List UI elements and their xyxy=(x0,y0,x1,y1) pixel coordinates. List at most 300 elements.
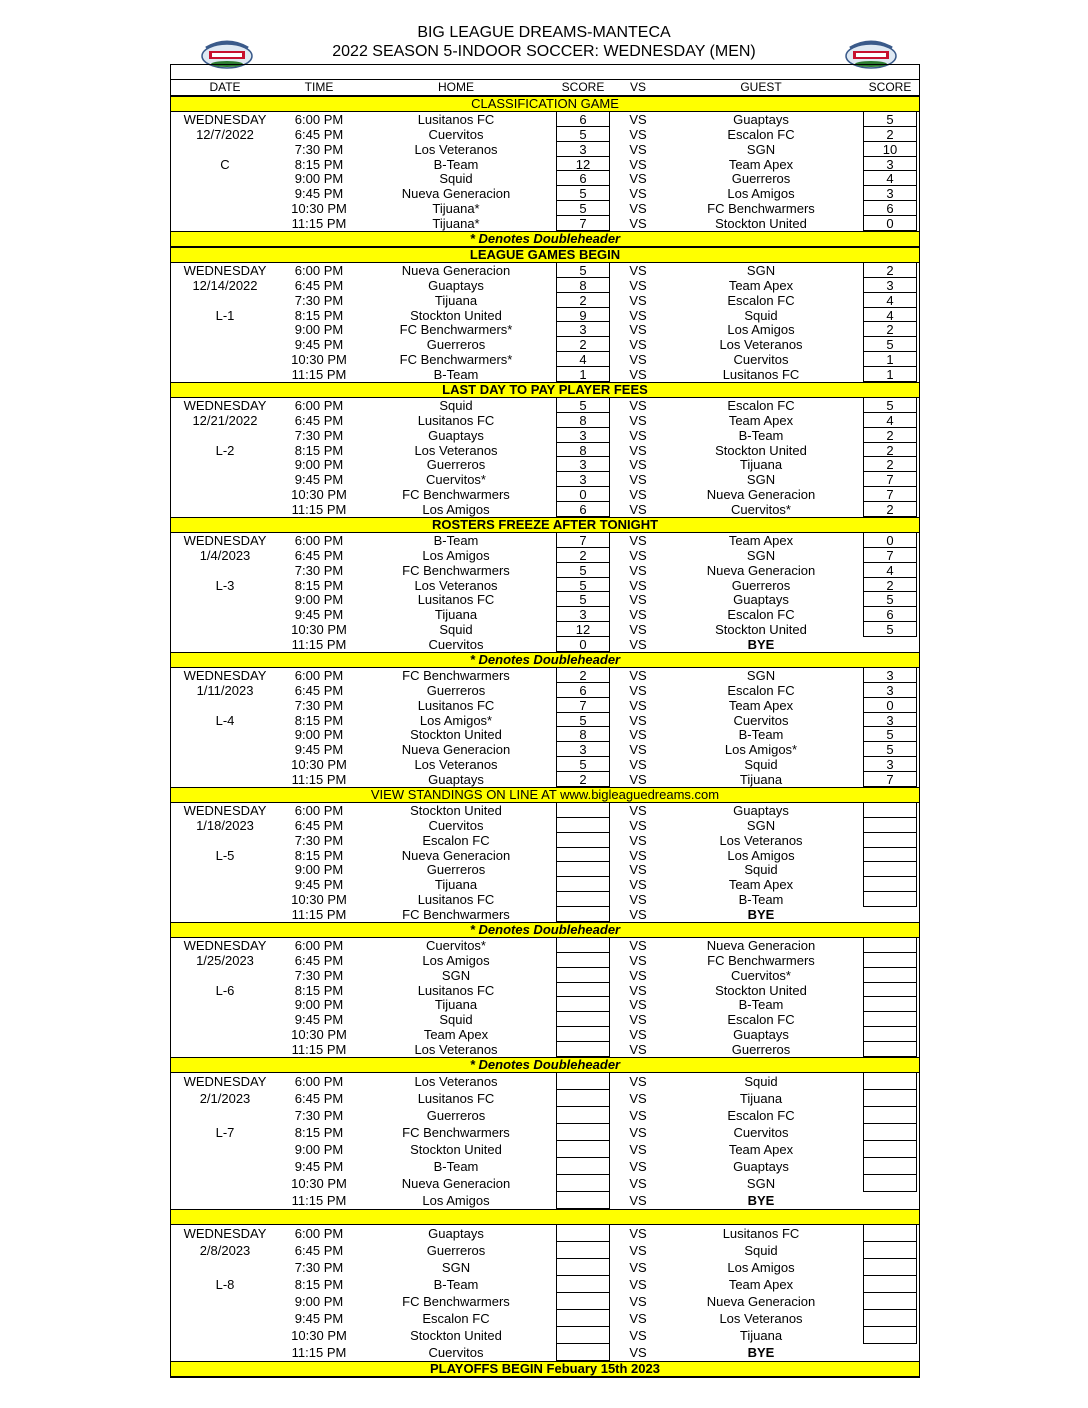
home-score xyxy=(556,953,610,968)
game-row xyxy=(171,833,919,848)
guest-score xyxy=(863,1225,917,1242)
guest-team: BYE xyxy=(747,907,775,922)
guest-score: 4 xyxy=(863,293,917,308)
weeks-container xyxy=(171,96,919,1361)
guest-score xyxy=(863,877,917,892)
vs-label: VS xyxy=(629,937,647,953)
week-label: L-3 xyxy=(215,577,235,593)
home-score: 5 xyxy=(556,713,610,728)
guest-score xyxy=(863,1012,917,1027)
home-score: 2 xyxy=(556,293,610,308)
vs-label: VS xyxy=(629,277,647,293)
game-time: 9:45 PM xyxy=(294,742,344,758)
guest-team: Squid xyxy=(744,1073,778,1089)
home-team: FC Benchwarmers* xyxy=(399,322,513,338)
guest-score xyxy=(863,1259,917,1276)
home-score: 5 xyxy=(556,563,610,578)
vs-label: VS xyxy=(629,427,647,443)
game-time: 10:30 PM xyxy=(291,757,347,773)
game-row xyxy=(171,668,919,683)
game-time: 10:30 PM xyxy=(291,487,347,503)
guest-team: Guerreros xyxy=(731,171,791,187)
home-team: Squid xyxy=(439,622,473,638)
week-label: L-7 xyxy=(215,1124,235,1140)
guest-team: B-Team xyxy=(738,892,784,908)
home-score: 1 xyxy=(556,367,610,382)
home-score: 6 xyxy=(556,171,610,186)
guest-score: 0 xyxy=(863,533,917,548)
vs-label: VS xyxy=(629,727,647,743)
week-banner: VIEW STANDINGS ON LINE AT www.bigleaguedreams.com xyxy=(171,787,919,803)
game-row xyxy=(171,818,919,833)
guest-score: 0 xyxy=(863,698,917,713)
home-team: FC Benchwarmers xyxy=(402,562,510,578)
guest-team: Squid xyxy=(744,862,778,878)
guest-team: Squid xyxy=(744,307,778,323)
home-team: Los Amigos xyxy=(422,952,490,968)
home-team: Cuervitos* xyxy=(426,937,486,953)
game-row xyxy=(171,983,919,998)
week-banner: * Denotes Doubleheader xyxy=(171,231,919,247)
game-row xyxy=(171,1276,919,1293)
game-row xyxy=(171,1259,919,1276)
guest-team: Guaptays xyxy=(733,111,789,127)
guest-team: Los Veteranos xyxy=(719,337,803,353)
home-team: SGN xyxy=(441,1259,471,1275)
game-date: 2/8/2023 xyxy=(199,1242,251,1258)
game-row xyxy=(171,1124,919,1141)
home-team: FC Benchwarmers xyxy=(402,667,510,683)
home-team: Lusitanos FC xyxy=(417,111,495,127)
guest-team: SGN xyxy=(746,472,776,488)
game-row xyxy=(171,157,919,172)
game-time: 9:00 PM xyxy=(294,727,344,743)
guest-team: Escalon FC xyxy=(727,682,795,698)
guest-score xyxy=(863,892,917,907)
home-score: 2 xyxy=(556,548,610,563)
guest-team: Escalon FC xyxy=(727,1012,795,1028)
game-row xyxy=(171,622,919,637)
week-label: L-1 xyxy=(215,307,235,323)
home-score: 3 xyxy=(556,742,610,757)
home-score xyxy=(556,983,610,998)
game-row xyxy=(171,308,919,323)
guest-team: BYE xyxy=(747,1344,775,1360)
guest-team: Nueva Generacion xyxy=(706,487,816,503)
vs-label: VS xyxy=(629,712,647,728)
home-score: 0 xyxy=(556,637,610,652)
guest-score: 2 xyxy=(863,443,917,458)
home-team: Guaptays xyxy=(428,277,484,293)
guest-score: 5 xyxy=(863,398,917,413)
home-score: 3 xyxy=(556,472,610,487)
guest-score xyxy=(863,953,917,968)
guest-team: Tijuana xyxy=(739,772,783,787)
column-header-row xyxy=(171,80,919,96)
game-date: 12/21/2022 xyxy=(192,412,258,428)
vs-label: VS xyxy=(629,1276,647,1292)
home-team: Cuervitos xyxy=(428,637,484,652)
home-score: 5 xyxy=(556,592,610,607)
home-score xyxy=(556,1344,610,1361)
home-score: 12 xyxy=(556,622,610,637)
game-row xyxy=(171,742,919,757)
guest-score xyxy=(863,862,917,877)
guest-score: 7 xyxy=(863,487,917,502)
home-team: Los Veteranos xyxy=(414,1073,498,1089)
vs-label: VS xyxy=(629,802,647,818)
game-row xyxy=(171,1090,919,1107)
game-time: 9:45 PM xyxy=(294,607,344,623)
guest-score xyxy=(863,1327,917,1344)
guest-score: 3 xyxy=(863,157,917,172)
guest-team: Guaptays xyxy=(733,592,789,608)
game-row xyxy=(171,322,919,337)
home-team: Guerreros xyxy=(426,337,486,353)
guest-score: 2 xyxy=(863,502,917,517)
game-time: 9:45 PM xyxy=(294,1158,344,1174)
game-row xyxy=(171,1225,919,1242)
column-header-guest: GUEST xyxy=(740,80,782,94)
guest-team: Los Amigos xyxy=(727,1259,795,1275)
home-team: Stockton United xyxy=(410,802,502,818)
game-row xyxy=(171,112,919,127)
home-team: Tijuana* xyxy=(432,201,480,217)
guest-team: SGN xyxy=(746,817,776,833)
vs-label: VS xyxy=(629,577,647,593)
game-time: 9:45 PM xyxy=(294,337,344,353)
vs-label: VS xyxy=(629,292,647,308)
home-score xyxy=(556,803,610,818)
game-row xyxy=(171,938,919,953)
guest-team: SGN xyxy=(746,667,776,683)
guest-score: 2 xyxy=(863,428,917,443)
game-row xyxy=(171,892,919,907)
vs-label: VS xyxy=(629,742,647,758)
column-header-vs: VS xyxy=(629,80,646,94)
guest-score xyxy=(863,1073,917,1090)
guest-team: Cuervitos* xyxy=(731,967,791,983)
game-row xyxy=(171,563,919,578)
guest-team: Stockton United xyxy=(715,442,807,458)
vs-label: VS xyxy=(629,322,647,338)
vs-label: VS xyxy=(629,1012,647,1028)
game-row xyxy=(171,1344,919,1361)
home-team: SGN xyxy=(441,967,471,983)
vs-label: VS xyxy=(629,442,647,458)
guest-score: 7 xyxy=(863,472,917,487)
vs-label: VS xyxy=(629,697,647,713)
week-label: L-5 xyxy=(215,847,235,863)
game-day: WEDNESDAY xyxy=(183,532,267,548)
vs-label: VS xyxy=(629,532,647,548)
game-time: 11:15 PM xyxy=(291,1192,347,1208)
game-time: 8:15 PM xyxy=(294,442,344,458)
game-time: 11:15 PM xyxy=(291,637,347,652)
guest-team: Cuervitos xyxy=(733,1124,789,1140)
game-time: 10:30 PM xyxy=(291,352,347,368)
home-team: Squid xyxy=(439,397,473,413)
home-score xyxy=(556,907,610,922)
game-time: 8:15 PM xyxy=(294,577,344,593)
game-time: 6:45 PM xyxy=(294,1242,344,1258)
home-score xyxy=(556,848,610,863)
game-row xyxy=(171,877,919,892)
home-team: Tijuana xyxy=(434,607,478,623)
game-time: 11:15 PM xyxy=(291,772,347,787)
game-time: 11:15 PM xyxy=(291,367,347,382)
guest-team: B-Team xyxy=(738,727,784,743)
vs-label: VS xyxy=(629,847,647,863)
game-time: 11:15 PM xyxy=(291,1344,347,1360)
game-row xyxy=(171,1141,919,1158)
game-time: 6:45 PM xyxy=(294,952,344,968)
column-header-home: HOME xyxy=(438,80,474,94)
home-score xyxy=(556,1310,610,1327)
home-score: 5 xyxy=(556,578,610,593)
vs-label: VS xyxy=(629,622,647,638)
game-row xyxy=(171,352,919,367)
game-row xyxy=(171,683,919,698)
guest-score xyxy=(863,938,917,953)
home-team: Cuervitos xyxy=(428,1344,484,1360)
game-row xyxy=(171,1192,919,1209)
home-team: FC Benchwarmers* xyxy=(399,352,513,368)
home-team: Los Amigos xyxy=(422,1192,490,1208)
game-date: 1/4/2023 xyxy=(199,547,251,563)
guest-score: 1 xyxy=(863,367,917,382)
vs-label: VS xyxy=(629,757,647,773)
home-team: Los Amigos xyxy=(422,547,490,563)
vs-label: VS xyxy=(629,1293,647,1309)
home-team: FC Benchwarmers xyxy=(402,907,510,922)
guest-score: 3 xyxy=(863,668,917,683)
game-time: 10:30 PM xyxy=(291,1175,347,1191)
guest-team: SGN xyxy=(746,547,776,563)
guest-team: Team Apex xyxy=(728,277,794,293)
game-time: 9:00 PM xyxy=(294,1293,344,1309)
home-score xyxy=(556,938,610,953)
game-row xyxy=(171,637,919,652)
guest-team: Lusitanos FC xyxy=(722,1225,800,1241)
vs-label: VS xyxy=(629,892,647,908)
vs-label: VS xyxy=(629,186,647,202)
week-banner: LAST DAY TO PAY PLAYER FEES xyxy=(171,382,919,398)
home-team: Guaptays xyxy=(428,427,484,443)
guest-team: Stockton United xyxy=(715,622,807,638)
game-row xyxy=(171,772,919,787)
guest-team: BYE xyxy=(747,637,775,652)
home-team: Guerreros xyxy=(426,862,486,878)
game-time: 6:45 PM xyxy=(294,682,344,698)
guest-score: 5 xyxy=(863,727,917,742)
vs-label: VS xyxy=(629,156,647,172)
game-row xyxy=(171,592,919,607)
game-row xyxy=(171,127,919,142)
home-team: Lusitanos FC xyxy=(417,592,495,608)
vs-label: VS xyxy=(629,126,647,142)
game-time: 10:30 PM xyxy=(291,1027,347,1043)
vs-label: VS xyxy=(629,502,647,517)
guest-score: 6 xyxy=(863,607,917,622)
game-time: 9:45 PM xyxy=(294,1310,344,1326)
column-header-guest-score: SCORE xyxy=(868,80,912,94)
guest-team: B-Team xyxy=(738,427,784,443)
guest-team: Nueva Generacion xyxy=(706,937,816,953)
game-day: WEDNESDAY xyxy=(183,1073,267,1089)
guest-team: Escalon FC xyxy=(727,126,795,142)
game-date: 2/1/2023 xyxy=(199,1090,251,1106)
guest-team: Los Veteranos xyxy=(719,832,803,848)
guest-team: Lusitanos FC xyxy=(722,367,800,382)
vs-label: VS xyxy=(629,832,647,848)
game-row xyxy=(171,997,919,1012)
game-row xyxy=(171,487,919,502)
game-row xyxy=(171,443,919,458)
game-time: 8:15 PM xyxy=(294,156,344,172)
guest-team: FC Benchwarmers xyxy=(707,201,815,217)
home-team: Nueva Generacion xyxy=(401,186,511,202)
guest-score xyxy=(863,1090,917,1107)
guest-score: 3 xyxy=(863,757,917,772)
guest-team: Los Amigos xyxy=(727,322,795,338)
guest-score xyxy=(863,1124,917,1141)
game-date: 1/11/2023 xyxy=(196,682,254,698)
home-score xyxy=(556,1175,610,1192)
home-team: Guaptays xyxy=(428,1225,484,1241)
home-score: 2 xyxy=(556,772,610,787)
home-team: Stockton United xyxy=(410,1141,502,1157)
guest-team: SGN xyxy=(746,262,776,278)
game-row xyxy=(171,186,919,201)
home-score: 9 xyxy=(556,308,610,323)
guest-team: Stockton United xyxy=(715,216,807,231)
guest-score: 5 xyxy=(863,742,917,757)
game-row xyxy=(171,201,919,216)
home-team: B-Team xyxy=(433,156,479,172)
game-row xyxy=(171,533,919,548)
guest-score xyxy=(863,1175,917,1192)
game-row xyxy=(171,727,919,742)
vs-label: VS xyxy=(629,367,647,382)
game-time: 6:45 PM xyxy=(294,547,344,563)
home-score: 3 xyxy=(556,457,610,472)
home-team: Stockton United xyxy=(410,1327,502,1343)
game-row xyxy=(171,862,919,877)
game-time: 9:00 PM xyxy=(294,457,344,473)
game-row xyxy=(171,1293,919,1310)
game-row xyxy=(171,757,919,772)
home-team: Tijuana* xyxy=(432,216,480,231)
home-score: 3 xyxy=(556,428,610,443)
guest-score xyxy=(863,1293,917,1310)
home-team: Lusitanos FC xyxy=(417,412,495,428)
vs-label: VS xyxy=(629,877,647,893)
week-banner: LEAGUE GAMES BEGIN xyxy=(171,247,919,263)
week-banner: * Denotes Doubleheader xyxy=(171,652,919,668)
home-score xyxy=(556,1192,610,1209)
guest-score: 2 xyxy=(863,263,917,278)
guest-score: 3 xyxy=(863,186,917,201)
game-time: 10:30 PM xyxy=(291,1327,347,1343)
game-time: 6:00 PM xyxy=(294,532,344,548)
vs-label: VS xyxy=(629,352,647,368)
game-row xyxy=(171,1027,919,1042)
guest-team: Team Apex xyxy=(728,412,794,428)
week-banner: ROSTERS FREEZE AFTER TONIGHT xyxy=(171,517,919,533)
home-team: Guerreros xyxy=(426,457,486,473)
guest-score: 5 xyxy=(863,622,917,637)
vs-label: VS xyxy=(629,817,647,833)
vs-label: VS xyxy=(629,141,647,157)
guest-score xyxy=(863,818,917,833)
game-row xyxy=(171,713,919,728)
vs-label: VS xyxy=(629,1192,647,1208)
home-score: 2 xyxy=(556,337,610,352)
home-team: FC Benchwarmers xyxy=(402,487,510,503)
guest-team: Tijuana xyxy=(739,1327,783,1343)
game-time: 6:00 PM xyxy=(294,1225,344,1241)
vs-label: VS xyxy=(629,607,647,623)
vs-label: VS xyxy=(629,1259,647,1275)
week-label: L-4 xyxy=(215,712,235,728)
guest-score: 2 xyxy=(863,578,917,593)
vs-label: VS xyxy=(629,982,647,998)
home-score: 0 xyxy=(556,487,610,502)
vs-label: VS xyxy=(629,1242,647,1258)
home-team: Stockton United xyxy=(410,307,502,323)
game-time: 8:15 PM xyxy=(294,712,344,728)
game-row xyxy=(171,578,919,593)
home-team: Stockton United xyxy=(410,727,502,743)
game-row xyxy=(171,1327,919,1344)
home-score: 8 xyxy=(556,443,610,458)
week-banner: * Denotes Doubleheader xyxy=(171,922,919,938)
home-team: Nueva Generacion xyxy=(401,742,511,758)
home-score xyxy=(556,1107,610,1124)
column-header-date: DATE xyxy=(209,80,241,94)
home-score: 3 xyxy=(556,322,610,337)
home-team: Lusitanos FC xyxy=(417,697,495,713)
guest-team: SGN xyxy=(746,1175,776,1191)
game-time: 11:15 PM xyxy=(291,502,347,517)
guest-team: Los Veteranos xyxy=(719,1310,803,1326)
vs-label: VS xyxy=(629,487,647,503)
home-score xyxy=(556,1073,610,1090)
guest-score: 5 xyxy=(863,592,917,607)
home-score xyxy=(556,997,610,1012)
home-team: Lusitanos FC xyxy=(417,892,495,908)
guest-score xyxy=(863,1158,917,1175)
guest-team: Squid xyxy=(744,757,778,773)
game-row xyxy=(171,171,919,186)
home-team: Cuervitos xyxy=(428,126,484,142)
vs-label: VS xyxy=(629,1158,647,1174)
game-time: 6:45 PM xyxy=(294,126,344,142)
vs-label: VS xyxy=(629,562,647,578)
game-day: WEDNESDAY xyxy=(183,667,267,683)
guest-team: Escalon FC xyxy=(727,607,795,623)
guest-score: 2 xyxy=(863,322,917,337)
game-row xyxy=(171,428,919,443)
game-row xyxy=(171,1107,919,1124)
home-score xyxy=(556,1012,610,1027)
home-score xyxy=(556,1276,610,1293)
home-team: Tijuana xyxy=(434,997,478,1013)
home-score: 5 xyxy=(556,757,610,772)
vs-label: VS xyxy=(629,1073,647,1089)
vs-label: VS xyxy=(629,682,647,698)
